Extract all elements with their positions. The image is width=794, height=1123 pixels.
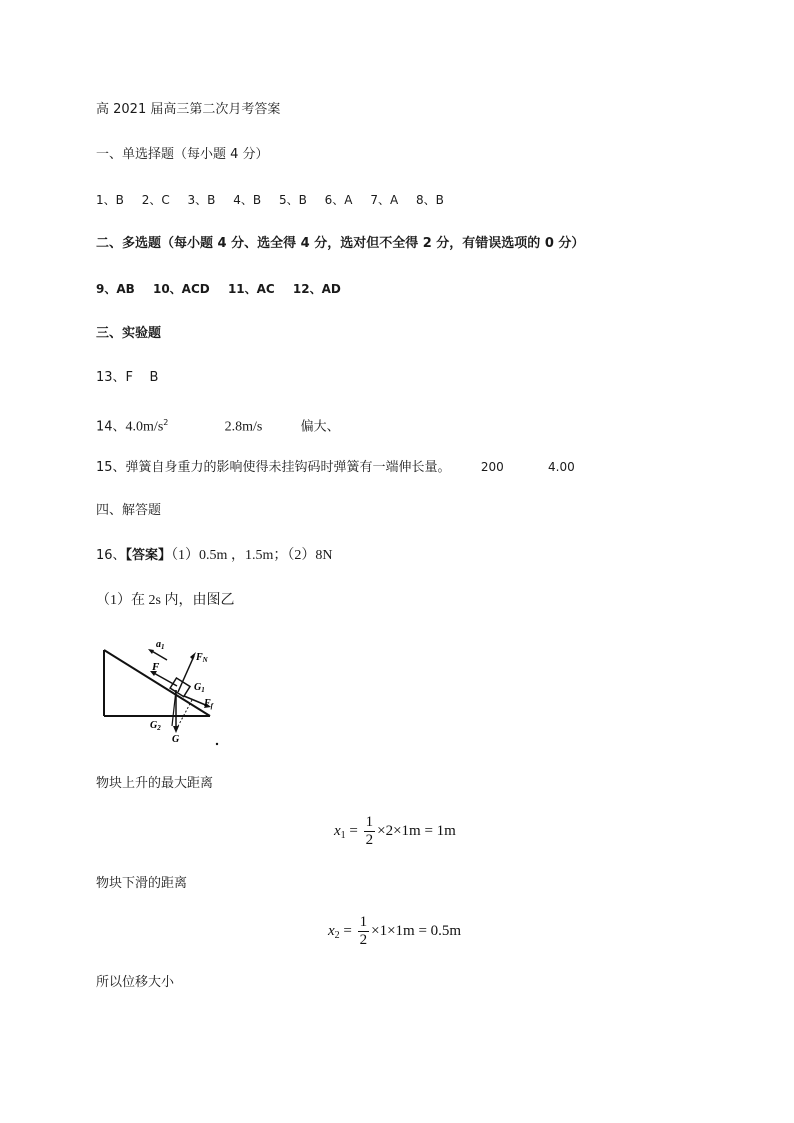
q16-answer: [96, 547, 332, 565]
answer-item: 8、B: [416, 193, 444, 207]
answer-item: 3、B: [187, 193, 216, 207]
applied-force-arrow: [152, 672, 177, 686]
incline-force-diagram: [100, 634, 230, 749]
step1-text: （1）在 2s 内，由图乙: [96, 593, 235, 608]
q14-answer: [96, 414, 340, 436]
acceleration-arrowhead: [148, 649, 154, 654]
label-f: F: [152, 661, 160, 673]
label-g: G: [172, 734, 180, 745]
q15-answer: [96, 458, 575, 477]
answer-item: 9、AB: [96, 282, 135, 296]
label-g2: $G_2$: [150, 720, 161, 732]
equation-x1: $x_1$ = $\frac{1}{2}$ ×2×1m = 1m: [334, 814, 456, 848]
answer-item: 10、ACD: [152, 282, 210, 296]
single-choice-answers: [96, 191, 444, 209]
figure-dot: [216, 743, 218, 745]
q14-value-a-exp: 2: [163, 418, 169, 427]
fraction-half: $\frac{1}{2}$: [359, 914, 368, 948]
q13-answer: 13、F B: [96, 370, 159, 385]
text-displacement: 所以位移大小: [96, 975, 175, 990]
q14-label: 14、: [96, 419, 126, 435]
text-rise-distance: 物块上升的最大距离: [96, 776, 214, 791]
answer-item: 4、B: [233, 193, 262, 207]
q15-value-1: 200: [480, 460, 504, 474]
answer-item: 7、A: [370, 193, 399, 207]
answer-item: 1、B: [96, 193, 124, 207]
multi-choice-answers: [96, 280, 341, 298]
text-slide-distance: 物块下滑的距离: [96, 876, 188, 891]
q15-value-2: 4.00: [548, 460, 575, 474]
section-single-choice: 一、单选择题（每小题 4 分）: [96, 147, 269, 162]
label-g1: $G_1$: [194, 682, 205, 694]
label-ff: $F_f$: [204, 698, 214, 710]
q16-body: （1）0.5m ，1.5m；（2）8N: [171, 548, 333, 563]
fraction-half: $\frac{1}{2}$: [365, 814, 374, 848]
answer-item: 5、B: [278, 193, 307, 207]
q14-value-c: 偏大、: [300, 419, 340, 435]
section-solution: 四、解答题: [96, 503, 162, 518]
q15-text: 15、弹簧自身重力的影响使得未挂钩码时弹簧有一端伸长量。: [96, 460, 451, 475]
section-multi-choice: 二、多选题（每小题 4 分、选全得 4 分，选对但不全得 2 分，有错误选项的 0 分）: [96, 236, 585, 251]
answer-item: 2、C: [141, 193, 170, 207]
equation-x2: $x_2$ = $\frac{1}{2}$ ×1×1m = 0.5m: [328, 914, 462, 948]
answer-item: 6、A: [324, 193, 353, 207]
label-a1: $a_1$: [156, 639, 165, 651]
answer-item: 12、AD: [292, 282, 341, 296]
q16-prefix: 16、: [96, 548, 126, 563]
q16-tag: 【答案】: [125, 548, 172, 563]
q14-value-b: 2.8m/s: [224, 419, 263, 435]
doc-title: 高 2021 届高三第二次月考答案: [96, 102, 281, 117]
q14-value-a: 4.0m/s: [125, 419, 164, 435]
label-fn: $F_N$: [196, 652, 208, 664]
section-experiment: 三、实验题: [96, 326, 162, 341]
answer-item: 11、AC: [227, 282, 275, 296]
